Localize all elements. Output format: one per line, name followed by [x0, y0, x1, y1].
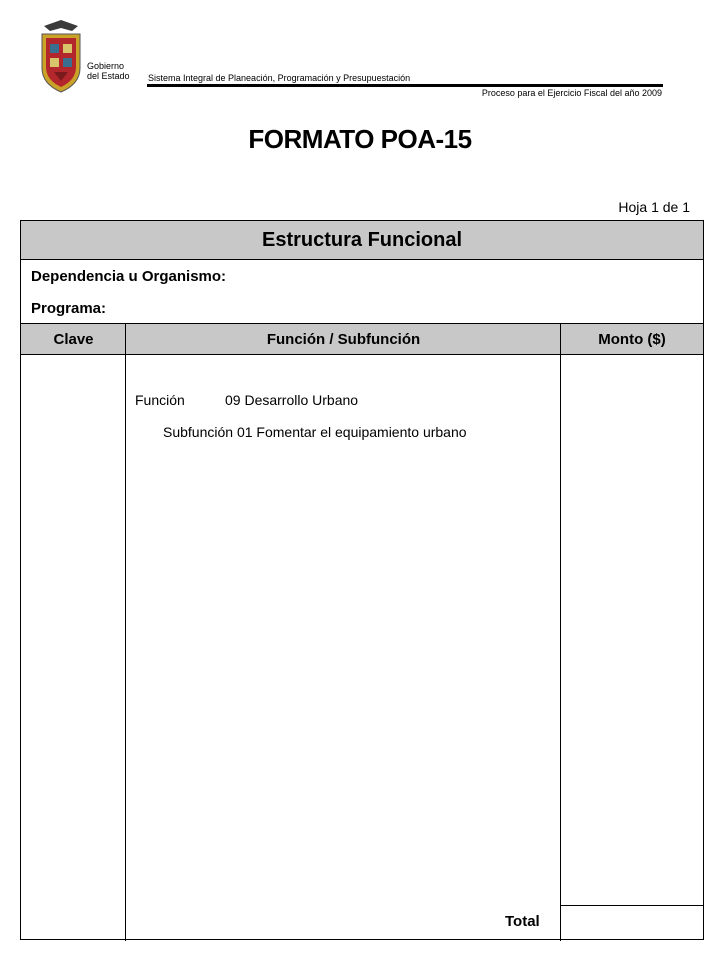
total-divider [561, 905, 703, 906]
system-title: Sistema Integral de Planeación, Programación y Presupuestación [148, 73, 411, 83]
header-divider [147, 84, 663, 87]
column-header-funcion: Función / Subfunción [126, 323, 561, 355]
proceso-text: Proceso para el Ejercicio Fiscal del año 2009 [481, 88, 662, 98]
gobierno-line-2: del Estado [87, 71, 130, 81]
column-divider [560, 323, 561, 941]
gobierno-label [87, 61, 130, 81]
state-emblem-logo [36, 18, 86, 96]
total-label: Total [505, 913, 540, 930]
gobierno-line-1: Gobierno [87, 61, 125, 71]
page-indicator: Hoja 1 de 1 [618, 199, 690, 215]
dependencia-label: Dependencia u Organismo: [31, 268, 227, 285]
funcion-row [135, 392, 359, 408]
column-header-clave: Clave [21, 323, 126, 355]
document-title: FORMATO POA-15 [248, 124, 472, 154]
column-header-monto: Monto ($) [561, 323, 703, 355]
column-divider [125, 323, 126, 941]
funcion-value: 09 Desarrollo Urbano [225, 392, 359, 408]
section-title: Estructura Funcional [21, 221, 703, 260]
form-frame [20, 220, 704, 940]
subfuncion-row: Subfunción 01 Fomentar el equipamiento urbano [163, 424, 467, 440]
programa-label: Programa: [31, 300, 107, 317]
funcion-label: Función [135, 392, 185, 408]
